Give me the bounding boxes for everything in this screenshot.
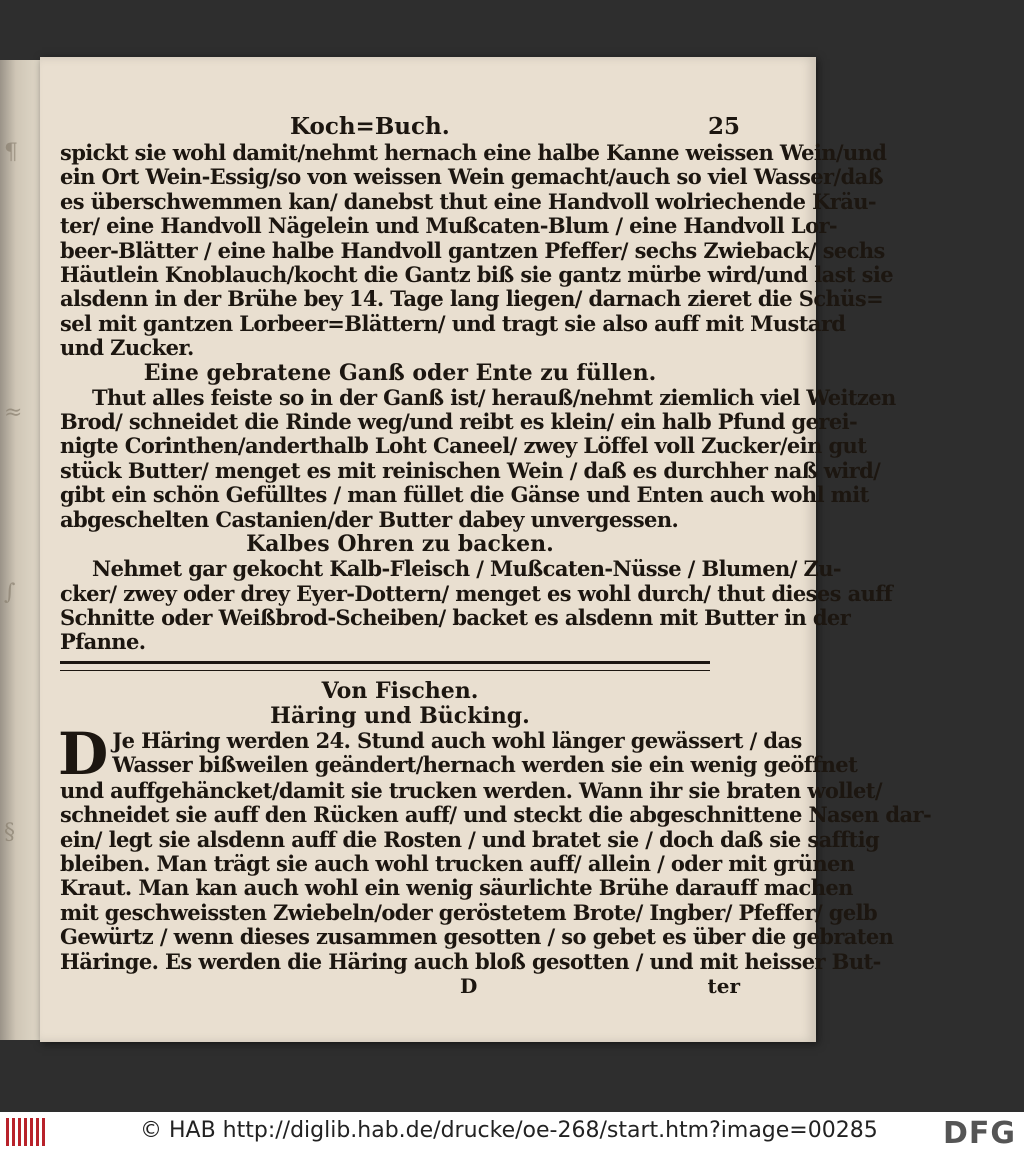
- text-line: Pfanne.: [60, 629, 146, 655]
- dfg-logo-icon: DFG: [942, 1116, 1016, 1151]
- section-heading: Kalbes Ohren zu backen.: [246, 531, 554, 558]
- text-line: spickt sie wohl damit/nehmt hernach eine halbe Kanne weissen Wein/und: [60, 140, 887, 165]
- text-line: ter/ eine Handvoll Nägelein und Mußcaten-Blum / eine Handvoll Lor-: [60, 213, 838, 239]
- text-line: Kraut. Man kan auch wohl ein wenig säurlichte Brühe darauff machen: [60, 875, 853, 901]
- text-line: Thut alles feiste so in der Ganß ist/ herauß/nehmt ziemlich viel Weitzen: [92, 384, 896, 410]
- text-line: alsdenn in der Brühe bey 14. Tage lang liegen/ darnach zieret die Schüs=: [60, 286, 884, 312]
- page-foot: [60, 974, 740, 998]
- paragraph-herring: [58, 719, 932, 974]
- text-line: ein Ort Wein-Essig/so von weissen Wein gemacht/auch so viel Wasser/daß: [60, 164, 884, 190]
- text-line: ein/ legt sie alsdenn auff die Rosten / und bratet sie / doch daß sie safftig: [60, 826, 880, 852]
- chapter-title: Von Fischen.: [321, 677, 479, 704]
- text-line: und auffgehäncket/damit sie trucken werden. Wann ihr sie braten wollet/: [60, 777, 882, 803]
- signature-mark: D: [460, 973, 478, 998]
- section-heading: Häring und Bücking.: [270, 702, 530, 729]
- text-line: nigte Corinthen/anderthalb Loht Caneel/ zwey Löffel voll Zucker/ein gut: [60, 433, 867, 459]
- text-line: stück Butter/ menget es mit reinischen Wein / daß es durchher naß wird/: [60, 457, 881, 483]
- drop-cap: D: [58, 719, 109, 788]
- text-line: beer-Blätter / eine halbe Handvoll gantzen Pfeffer/ sechs Zwieback/ sechs: [60, 237, 885, 263]
- footer-bar: [0, 1112, 1024, 1152]
- text-line: gibt ein schön Gefülltes / man füllet die Gänse und Enten auch wohl mit: [60, 482, 869, 508]
- running-head-title: Koch=Buch.: [290, 113, 450, 140]
- paragraph-goose-recipe: [60, 140, 893, 361]
- text-line: bleiben. Man trägt sie auch wohl trucken auff/ allein / oder mit grünen: [60, 850, 855, 876]
- paragraph-calf-ears: [60, 556, 893, 655]
- bleed-through-mark: §: [4, 820, 15, 845]
- text-line: mit geschweissten Zwiebeln/oder geröstetem Brote/ Ingber/ Pfeffer/ gelb: [60, 899, 878, 925]
- paragraph-stuffed-goose: [60, 384, 896, 532]
- hab-logo-icon: [6, 1118, 46, 1146]
- page-number: 25: [707, 113, 740, 140]
- text-line: Häutlein Knoblauch/kocht die Gantz biß sie gantz mürbe wird/und last sie: [60, 262, 893, 288]
- text-line: Wasser bißweilen geändert/hernach werden sie ein wenig geöffnet: [112, 752, 858, 778]
- section-heading: Eine gebratene Ganß oder Ente zu füllen.: [143, 359, 657, 386]
- text-line: Häringe. Es werden die Häring auch bloß gesotten / und mit heisser But-: [60, 948, 881, 974]
- page-text-block: [58, 113, 932, 998]
- catchword: ter: [707, 973, 740, 998]
- text-line: abgeschelten Castanien/der Butter dabey unvergessen.: [60, 506, 679, 532]
- bleed-through-mark: ∫: [4, 580, 16, 605]
- text-line: Je Häring werden 24. Stund auch wohl länger gewässert / das: [112, 727, 802, 753]
- section-divider: [60, 661, 710, 671]
- text-line: Gewürtz / wenn dieses zusammen gesotten / so gebet es über die gebraten: [60, 924, 894, 950]
- source-link[interactable]: © HAB http://diglib.hab.de/drucke/oe-268/start.htm?image=00285: [140, 1118, 878, 1143]
- text-line: es überschwemmen kan/ danebst thut eine Handvoll wolriechende Kräu-: [60, 188, 877, 214]
- bleed-through-mark: ¶: [4, 140, 18, 165]
- text-line: Brod/ schneidet die Rinde weg/und reibt es klein/ ein halb Pfund gerei-: [60, 409, 858, 435]
- bleed-through-mark: ≈: [4, 400, 23, 425]
- text-line: sel mit gantzen Lorbeer=Blättern/ und tragt sie also auff mit Mustard: [60, 310, 846, 336]
- running-head: [60, 113, 740, 139]
- text-line: schneidet sie auff den Rücken auff/ und steckt die abgeschnittene Nasen dar-: [60, 802, 932, 828]
- text-line: und Zucker.: [60, 335, 194, 361]
- text-line: Nehmet gar gekocht Kalb-Fleisch / Mußcaten-Nüsse / Blumen/ Zu-: [92, 556, 841, 582]
- book-page: [40, 57, 932, 1042]
- text-line: cker/ zwey oder drey Eyer-Dottern/ menget es wohl durch/ thut dieses auff: [60, 580, 893, 606]
- previous-page-edge: [0, 60, 40, 1040]
- text-line: Schnitte oder Weißbrod-Scheiben/ backet es alsdenn mit Butter in der: [60, 604, 851, 630]
